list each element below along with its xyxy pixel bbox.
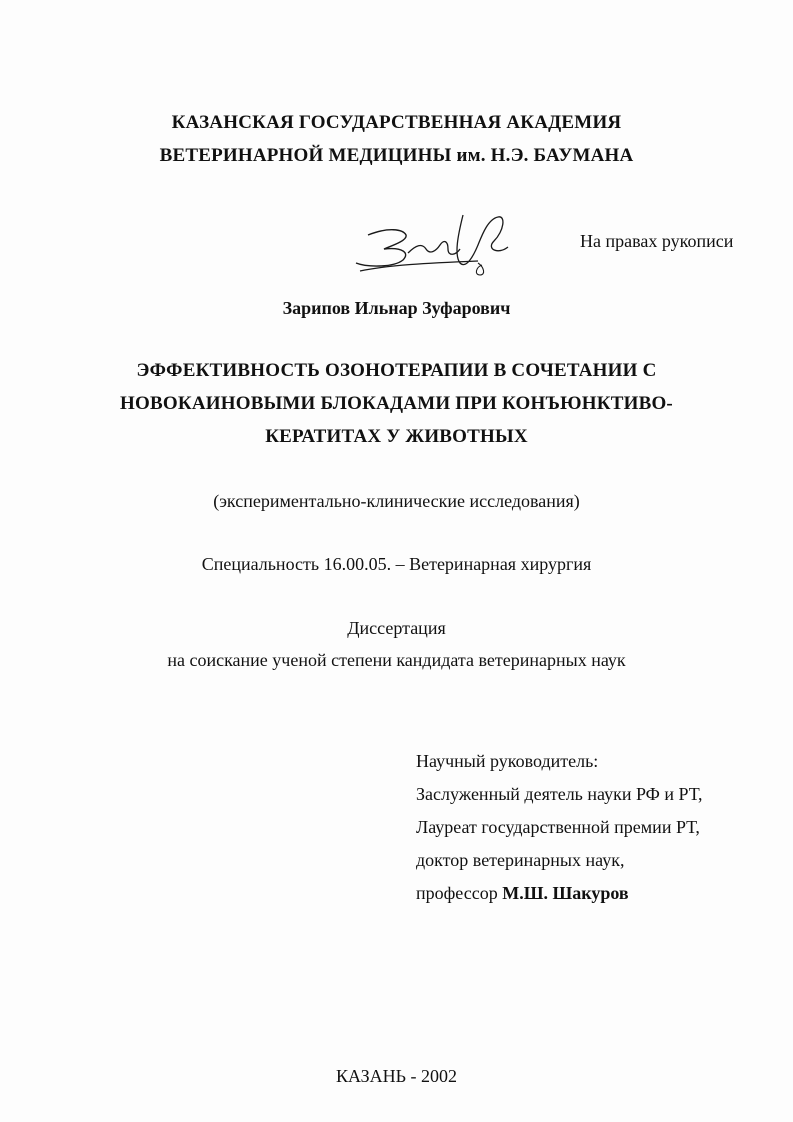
- advisor-name: М.Ш. Шакуров: [502, 883, 629, 903]
- advisor-name-line: [416, 877, 702, 910]
- footer-city-year: КАЗАНЬ - 2002: [336, 1066, 457, 1086]
- advisor-position: профессор: [416, 883, 498, 903]
- author-signature: [348, 205, 518, 280]
- advisor-title-1: Заслуженный деятель науки РФ и РТ,: [416, 784, 703, 804]
- advisor-heading: Научный руководитель:: [416, 751, 599, 771]
- specialty: Специальность 16.00.05. – Ветеринарная хирургия: [201, 554, 592, 574]
- author-name: Зарипов Ильнар Зуфарович: [282, 298, 511, 318]
- advisor-block: [416, 745, 702, 910]
- institution-line-1: КАЗАНСКАЯ ГОСУДАРСТВЕННАЯ АКАДЕМИЯ: [171, 112, 622, 133]
- manuscript-note: На правах рукописи: [580, 231, 734, 251]
- title-line-2: НОВОКАИНОВЫМИ БЛОКАДАМИ ПРИ КОНЪЮНКТИВО-: [120, 393, 673, 414]
- dissertation-purpose: на соискание ученой степени кандидата ветеринарных наук: [167, 650, 626, 670]
- research-type: (экспериментально-клинические исследования): [213, 491, 580, 511]
- advisor-title-3: доктор ветеринарных наук,: [416, 850, 625, 870]
- title-line-1: ЭФФЕКТИВНОСТЬ ОЗОНОТЕРАПИИ В СОЧЕТАНИИ С: [136, 360, 657, 381]
- title-line-3: КЕРАТИТАХ У ЖИВОТНЫХ: [265, 426, 528, 447]
- dissertation-label: Диссертация: [347, 618, 446, 638]
- advisor-title-2: Лауреат государственной премии РТ,: [416, 817, 700, 837]
- institution-line-2: ВЕТЕРИНАРНОЙ МЕДИЦИНЫ им. Н.Э. БАУМАНА: [159, 145, 634, 166]
